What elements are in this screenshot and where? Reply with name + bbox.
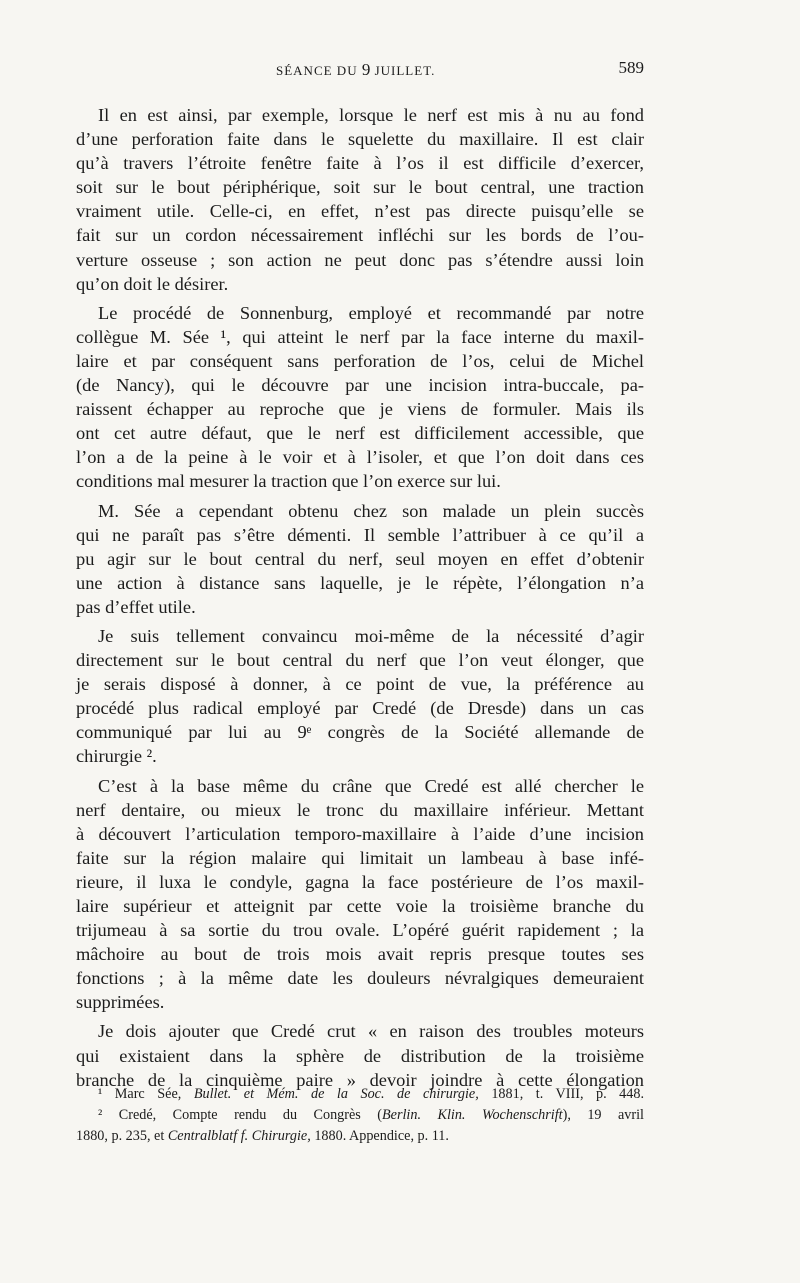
text-line: à découvert l’articulation temporo-maxillaire à l’aide d’une incision — [76, 823, 644, 844]
text-line: laire supérieur et atteignit par cette voie la troisième branche du — [76, 896, 644, 916]
footnote-text: 1880. Appendice, p. 11. — [314, 1128, 449, 1144]
text-line: pu agir sur le bout central du nerf, seul moyen en effet d’obtenir — [76, 548, 644, 569]
footnote-author: Marc Sée, — [114, 1086, 182, 1102]
text-line: qui existaient dans la sphère de distribution de la troisième — [76, 1045, 644, 1066]
paragraph — [76, 774, 644, 1015]
text-line: je serais disposé à donner, à ce point de vue, la préférence au — [76, 674, 644, 695]
page-body — [76, 103, 644, 1097]
footnote-journal: Centralblatf f. Chirurgie, — [167, 1128, 311, 1144]
footnotes — [76, 1084, 644, 1147]
footnote-1 — [76, 1084, 644, 1105]
text-line: conditions mal mesurer la traction que l’on exerce sur lui. — [76, 471, 501, 492]
text-line: qui ne paraît pas s’être démenti. Il semble l’attribuer à ce qu’il a — [76, 524, 644, 545]
footnote-mark: ² — [98, 1107, 103, 1123]
text-line: faite sur la région malaire qui limitait un lambeau à base infé- — [76, 847, 644, 868]
running-title: SÉANCE DU 9 JUILLET. — [276, 60, 436, 79]
text-line: procédé plus radical employé par Credé (de Dresde) dans un cas — [76, 698, 644, 719]
text-line: rieure, il luxa le condyle, gagna la face postérieure de l’os maxil- — [76, 871, 644, 892]
footnote-2-cont — [76, 1126, 644, 1147]
text-line: Il en est ainsi, par exemple, lorsque le nerf est mis à nu au fond — [98, 105, 644, 125]
text-line: chirurgie ². — [76, 746, 157, 767]
footnote-text: Compte rendu du Congrès ( — [172, 1107, 382, 1123]
text-line: C’est à la base même du crâne que Credé est allé chercher le — [98, 775, 644, 796]
text-line: une action à distance sans laquelle, je le répète, l’élongation n’a — [76, 572, 644, 593]
paragraph — [76, 1019, 644, 1091]
text-line: verture osseuse ; son action ne peut donc pas s’étendre aussi loin — [76, 249, 644, 270]
text-line: M. Sée a cependant obtenu chez son malade un plein succès — [98, 500, 644, 521]
text-line: laire et par conséquent sans perforation de l’os, celui de Michel — [76, 350, 644, 371]
footnote-mark: ¹ — [98, 1086, 103, 1102]
text-line: Le procédé de Sonnenburg, employé et recommandé par notre — [98, 302, 644, 323]
text-line: nerf dentaire, ou mieux le tronc du maxillaire inférieur. Mettant — [76, 799, 644, 820]
footnote-text: 1880, p. 235, et — [76, 1128, 165, 1144]
footnote-text: ), 19 avril — [562, 1107, 644, 1123]
text-line: qu’on doit le désirer. — [76, 273, 229, 294]
text-line: trijumeau à sa sortie du trou ovale. L’opéré guérit rapidement ; la — [76, 920, 644, 941]
text-line: pas d’effet utile. — [76, 596, 196, 617]
paragraph — [76, 301, 644, 494]
page-number: 589 — [618, 58, 644, 77]
paragraph — [76, 499, 644, 619]
footnote-text: 1881, t. VIII, p. 448. — [491, 1086, 645, 1102]
paragraph — [76, 624, 644, 769]
text-line: ont cet autre défaut, que le nerf est difficilement accessible, que — [76, 423, 644, 444]
text-line: directement sur le bout central du nerf que l’on veut élonger, que — [76, 650, 644, 671]
text-line: vraiment utile. Celle-ci, en effet, n’est pas directe puisqu’elle se — [76, 201, 644, 222]
text-line: (de Nancy), qui le découvre par une incision intra-buccale, pa- — [76, 375, 644, 396]
paragraph — [76, 103, 644, 296]
text-line: collègue M. Sée ¹, qui atteint le nerf par la face interne du maxil- — [76, 326, 644, 347]
text-line: fait sur un cordon nécessairement infléchi sur les bords de l’ou- — [76, 225, 644, 246]
text-line: communiqué par lui au 9ᵉ congrès de la Société allemande de — [76, 722, 644, 743]
text-line: qu’à travers l’étroite fenêtre faite à l’os il est difficile d’exercer, — [76, 153, 644, 174]
running-header — [76, 60, 644, 84]
footnote-journal: Bullet. et Mém. de la Soc. de chirurgie, — [193, 1086, 479, 1102]
text-line: d’une perforation faite dans le squelette du maxillaire. Il est clair — [76, 129, 644, 150]
text-line: raissent échapper au reproche que je viens de formuler. Mais ils — [76, 399, 644, 420]
text-line: supprimées. — [76, 992, 165, 1013]
footnote-journal: Berlin. Klin. Wochenschrift — [382, 1107, 563, 1123]
text-line: Je dois ajouter que Credé crut « en raison des troubles moteurs — [98, 1021, 644, 1042]
footnote-2 — [76, 1105, 644, 1126]
text-line: branche de la cinquième paire » devoir joindre à cette élongation — [76, 1069, 644, 1090]
text-line: soit sur le bout périphérique, soit sur le bout central, une traction — [76, 177, 644, 198]
footnote-author: Credé, — [118, 1107, 157, 1123]
text-line: mâchoire au bout de trois mois avait repris presque toutes ses — [76, 944, 644, 965]
text-line: Je suis tellement convaincu moi-même de la nécessité d’agir — [98, 625, 644, 646]
text-line: l’on a de la peine à le voir et à l’isoler, et que l’on doit dans ces — [76, 447, 644, 468]
text-line: fonctions ; à la même date les douleurs névralgiques demeuraient — [76, 968, 644, 989]
